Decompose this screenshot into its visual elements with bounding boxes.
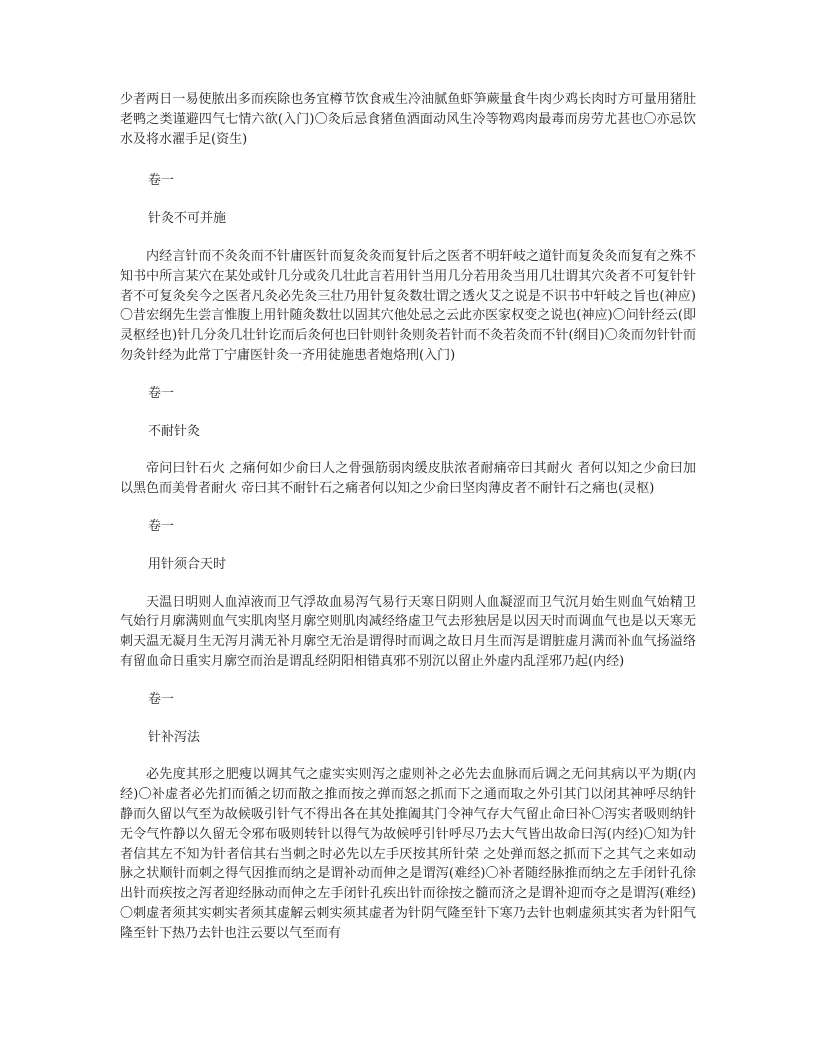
document-page <box>120 90 696 944</box>
paragraph-moxibustion-aftercare: 少者两日一易使脓出多而疾除也务宜樽节饮食戒生冷油腻鱼虾笋蕨量食牛肉少鸡长肉时方可量用猪肚老鸭之类谨避四气七情六欲(入门)〇灸后忌食猪鱼酒面动风生冷等物鸡肉最毒而房劳尤甚也〇亦忌饮水及将水濯手足(资生) <box>120 92 696 147</box>
paragraph-no-combined-needling: 内经言针而不灸灸而不针庸医针而复灸灸而复针后之医者不明轩岐之道针而复灸灸而复有之殊不知书中所言某穴在某处或针几分或灸几壮此言若用针当用几分若用灸当用几壮谓其穴灸者不可复针针者不可复灸矣今之医者凡灸必先灸三壮乃用针复灸数壮谓之透火艾之说是不识书中轩岐之旨也(神应)〇昔宏纲先生尝言惟腹上用针随灸数壮以固其穴他处忌之云此亦医家权变之说也(神应)〇问针经云(即灵枢经也)针几分灸几壮针讫而后灸何也曰针则针灸则灸若针而不灸若灸而不针(纲目)〇灸而勿针针而勿灸针经为此常丁宁庸医针灸一齐用徒施患者炮烙刑(入门) <box>120 248 696 363</box>
paragraph-celestial-timing: 天温日明则人血淖液而卫气浮故血易泻气易行天寒日阴则人血凝涩而卫气沉月始生则血气始精卫气始行月廓满则血气实肌肉坚月廓空则肌肉减经络虚卫气去形独居是以因天时而调血气也是以天寒无刺天温无凝月生无泻月满无补月廓空无治是谓得时而调之故日月生而泻是谓脏虚月满而补血气扬溢络有留血命日重实月廓空而治是谓乱经阴阳相错真邪不别沉以留止外虚内乱淫邪乃起(内经) <box>120 594 696 669</box>
volume-heading: 卷一 <box>148 691 175 707</box>
section-title-celestial-timing: 用针须合天时 <box>148 556 227 572</box>
paragraph-intolerance: 帝问曰针石火 之痛何如少俞曰人之骨强筋弱肉缓皮肤浓者耐痛帝曰其耐火 者何以知之少俞曰加以黑色而美骨者耐火 帝曰其不耐针石之痛者何以知之少俞曰坚肉薄皮者不耐针石之痛也(灵枢) <box>120 461 696 497</box>
volume-heading: 卷一 <box>148 173 175 189</box>
paragraph-tonify-drain: 必先度其形之肥瘦以调其气之虚实实则泻之虚则补之必先去血脉而后调之无问其病以平为期(内经)〇补虚者必先扪而循之切而散之推而按之弹而怒之抓而下之通而取之外引其门以闭其神呼尽纳针静而久留以气至为故候吸引针气不得出各在其处推阖其门令神气存大气留止命曰补〇泻实者吸则纳针无令气忤静以久留无令邪布吸则转针以得气为故候呼引针呼尽乃去大气皆出故命曰泻(内经)〇知为针者信其左不知为针者信其右当刺之时必先以左手厌按其所针荣 之处弹而怒之抓而下之其气之来如动脉之状顺针而刺之得气因推而纳之是谓补动而伸之是谓泻(难经)〇补者随经脉推而纳之左手闭针孔徐出针而疾按之泻者迎经脉动而伸之左手闭针孔疾出针而徐按之髓而济之是谓补迎而夺之是谓泻(难经)〇刺虚者须其实刺实者须其虚解云刺实须其虚者为针阴气隆至针下寒乃去针也刺虚须其实者为针阳气隆至针下热乃去针也注云要以气至而有 <box>120 767 696 941</box>
section-title-tonify-drain: 针补泻法 <box>148 729 201 745</box>
section-title-no-combined-needling: 针灸不可并施 <box>148 211 227 227</box>
section-title-intolerance: 不耐针灸 <box>148 423 201 439</box>
volume-heading: 卷一 <box>148 385 175 401</box>
volume-heading: 卷一 <box>148 518 175 534</box>
